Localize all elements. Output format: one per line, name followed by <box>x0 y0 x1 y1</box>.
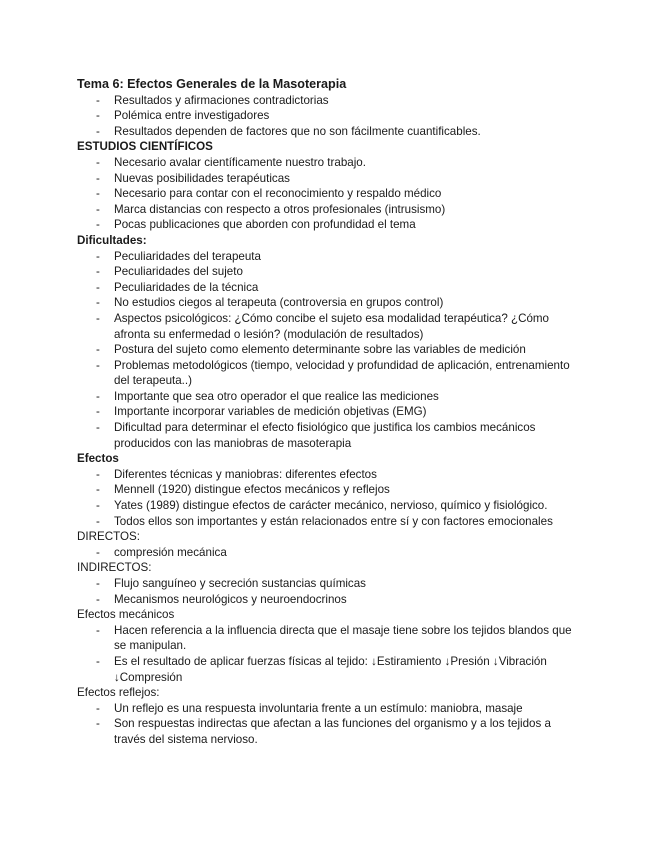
list-item: - No estudios ciegos al terapeuta (controversia en grupos control) <box>96 296 444 310</box>
bullet-dash: - <box>96 280 100 294</box>
list-item: - Flujo sanguíneo y secreción sustancias químicas <box>96 577 366 590</box>
bullet-dash: - <box>96 405 100 419</box>
list-item: - Peculiaridades del sujeto <box>96 265 243 279</box>
bullet-dash: - <box>96 514 100 528</box>
bullet-dash: - <box>96 93 100 107</box>
section-heading-estudios: ESTUDIOS CIENTÍFICOS <box>77 140 213 154</box>
bullet-dash: - <box>96 202 100 216</box>
section-heading-dificultades: Dificultades: <box>77 233 147 247</box>
list-item: - Mecanismos neurológicos y neuroendocrinos <box>96 592 347 606</box>
bullet-dash: - <box>96 592 100 606</box>
estudios-list <box>77 155 577 233</box>
bullet-dash: - <box>96 421 100 435</box>
bullet-dash: - <box>96 717 100 731</box>
list-item: - Resultados dependen de factores que no son fácilmente cuantificables. <box>96 124 481 138</box>
bullet-dash: - <box>96 124 100 138</box>
dificultades-list <box>77 249 577 452</box>
list-item: - Peculiaridades del terapeuta <box>96 249 261 263</box>
list-item: - compresión mecánica <box>96 545 227 559</box>
list-item: - Es el resultado de aplicar fuerzas físicas al tejido: ↓Estiramiento ↓Presión ↓Vibración ↓Compresión <box>96 654 547 684</box>
list-item: - Pocas publicaciones que aborden con profundidad el tema <box>96 218 416 232</box>
bullet-dash: - <box>96 155 100 169</box>
list-item: - Importante que sea otro operador el que realice las mediciones <box>96 389 439 403</box>
efectos-mecanicos-list <box>77 623 577 685</box>
list-item: - Un reflejo es una respuesta involuntaria frente a un estímulo: maniobra, masaje <box>96 701 523 715</box>
list-item: - Peculiaridades de la técnica <box>96 280 259 294</box>
section-heading-efectos: Efectos <box>77 452 119 466</box>
bullet-dash: - <box>96 467 100 481</box>
list-item: - Hacen referencia a la influencia directa que el masaje tiene sobre los tejidos blandos que se manipulan. <box>96 623 572 653</box>
list-item: - Polémica entre investigadores <box>96 109 270 123</box>
list-item: - Todos ellos son importantes y están relacionados entre sí y con factores emocionales <box>96 514 553 528</box>
bullet-dash: - <box>96 358 100 372</box>
document-page <box>77 77 577 748</box>
list-item: - Marca distancias con respecto a otros profesionales (intrusismo) <box>96 202 446 216</box>
list-item: - Aspectos psicológicos: ¿Cómo concibe el sujeto esa modalidad terapéutica? ¿Cómo afronta su enfermedad o lesión? (modulación de resultados) <box>96 311 549 341</box>
bullet-dash: - <box>96 545 100 559</box>
efectos-list <box>77 467 577 529</box>
section-heading-efectos-mecanicos: Efectos mecánicos <box>77 608 175 622</box>
list-item: - Dificultad para determinar el efecto fisiológico que justifica los cambios mecánicos producidos con las maniobras de masoterapia <box>96 421 536 450</box>
page-title: Tema 6: Efectos Generales de la Masoterapia <box>77 77 347 91</box>
list-item: - Resultados y afirmaciones contradictorias <box>96 93 329 107</box>
bullet-dash: - <box>96 218 100 232</box>
bullet-dash: - <box>96 109 100 123</box>
bullet-dash: - <box>96 701 100 715</box>
list-item: - Necesario avalar científicamente nuestro trabajo. <box>96 155 366 169</box>
bullet-dash: - <box>96 389 100 403</box>
bullet-dash: - <box>96 311 100 325</box>
bullet-dash: - <box>96 654 100 668</box>
bullet-dash: - <box>96 265 100 279</box>
list-item: - Son respuestas indirectas que afectan a las funciones del organismo y a los tejidos a través del sistema nervioso. <box>96 717 551 746</box>
bullet-dash: - <box>96 343 100 357</box>
list-item: - Problemas metodológicos (tiempo, velocidad y profundidad de aplicación, entrenamiento del terapeuta..) <box>96 358 570 388</box>
list-item: - Necesario para contar con el reconocimiento y respaldo médico <box>96 187 442 201</box>
bullet-dash: - <box>96 296 100 310</box>
list-item: - Diferentes técnicas y maniobras: diferentes efectos <box>96 467 377 481</box>
section-heading-indirectos: INDIRECTOS: <box>77 561 152 575</box>
bullet-dash: - <box>96 499 100 513</box>
section-heading-efectos-reflejos: Efectos reflejos: <box>77 686 160 700</box>
bullet-dash: - <box>96 249 100 263</box>
list-item: - Postura del sujeto como elemento determinante sobre las variables de medición <box>96 343 526 357</box>
section-heading-directos: DIRECTOS: <box>77 530 140 544</box>
directos-list <box>77 545 577 561</box>
list-item: - Nuevas posibilidades terapéuticas <box>96 171 290 185</box>
bullet-dash: - <box>96 483 100 497</box>
intro-list <box>77 93 577 140</box>
indirectos-list <box>77 576 577 607</box>
list-item: - Mennell (1920) distingue efectos mecánicos y reflejos <box>96 483 390 497</box>
bullet-dash: - <box>96 577 100 590</box>
bullet-dash: - <box>96 171 100 185</box>
list-item: - Importante incorporar variables de medición objetivas (EMG) <box>96 405 427 419</box>
bullet-dash: - <box>96 187 100 201</box>
bullet-dash: - <box>96 623 100 637</box>
efectos-reflejos-list <box>77 701 577 748</box>
list-item: - Yates (1989) distingue efectos de carácter mecánico, nervioso, químico y fisiológico. <box>96 499 548 513</box>
